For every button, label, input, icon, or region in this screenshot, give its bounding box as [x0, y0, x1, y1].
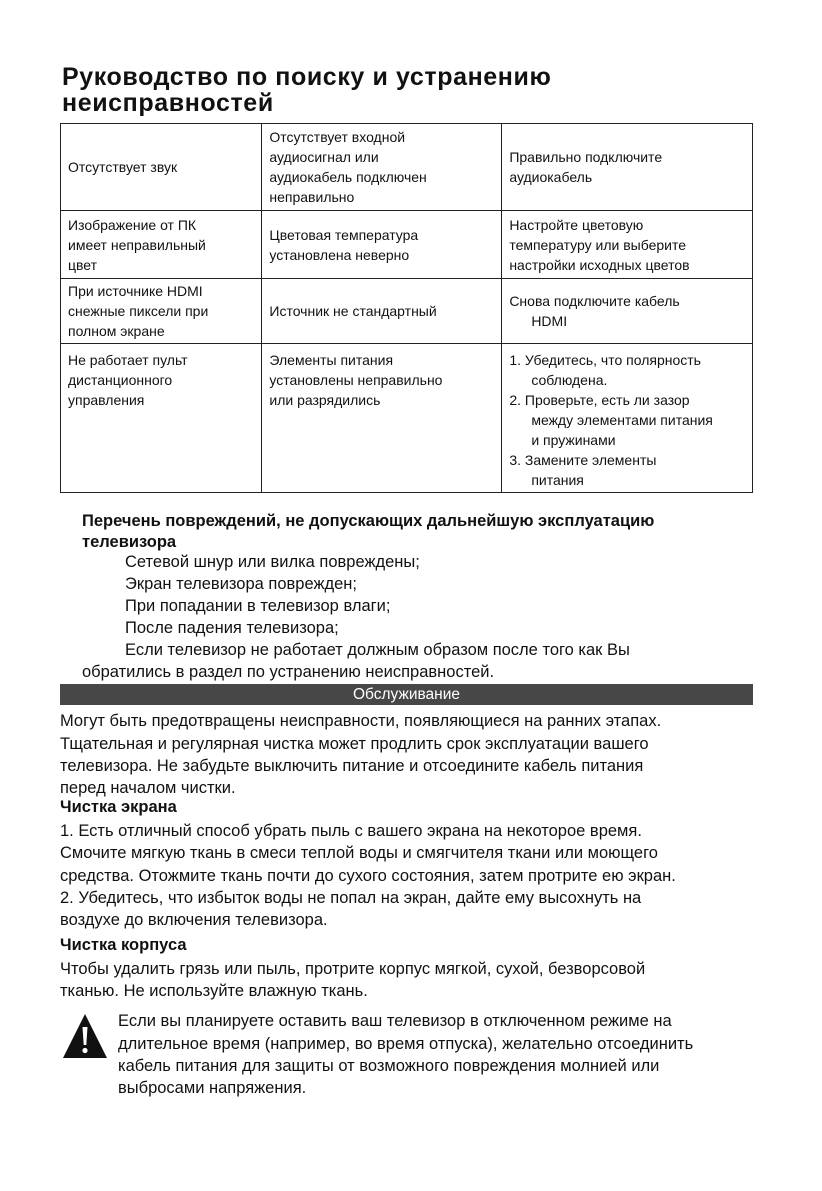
solution-line: 3. Замените элементы [509, 452, 657, 468]
warning-text: выбросами напряжения. [118, 1079, 307, 1097]
solution-line: HDMI [531, 313, 568, 329]
problem-line: Изображение от ПК [68, 216, 197, 233]
problem-line: управления [68, 392, 145, 408]
problem-line: дистанционного [68, 372, 173, 388]
cell-solution [502, 279, 753, 344]
cell-problem [61, 279, 262, 344]
cause-line: установлена неверно [269, 246, 410, 263]
cause-line: аудиокабель подключен [269, 169, 427, 185]
cell-problem [61, 211, 262, 279]
page-title-line-1: Руководство по поиску и устранению [62, 63, 552, 91]
solution-line: питания [531, 472, 584, 488]
cell-solution [502, 211, 753, 279]
table-row [61, 124, 753, 211]
solution-line: Правильно подключите [509, 149, 663, 165]
damage-item: Экран телевизора поврежден; [125, 575, 357, 593]
damage-item: обратились в раздел по устранению неисправностей. [82, 663, 495, 681]
solution-line: настройки исходных цветов [509, 256, 690, 273]
problem-line: При источнике HDMI [68, 283, 203, 299]
solution-line: 1. Убедитесь, что полярность [509, 352, 701, 368]
troubleshooting-table [60, 123, 753, 493]
cell-problem [61, 344, 262, 493]
damage-item: Сетевой шнур или вилка повреждены; [125, 553, 420, 571]
text-line: воздухе до включения телевизора. [60, 911, 328, 929]
cause-line: Отсутствует входной [269, 129, 406, 145]
solution-line: между элементами питания [531, 412, 713, 428]
solution-line: Снова подключите кабель [509, 293, 680, 309]
damage-heading: телевизора [82, 533, 177, 551]
solution-line: аудиокабель [509, 169, 593, 185]
text-line: Тщательная и регулярная чистка может продлить срок эксплуатации вашего [60, 735, 649, 753]
cause-line: Элементы питания [269, 352, 394, 368]
page-title-line-2: неисправностей [62, 89, 274, 117]
problem-line: имеет неправильный [68, 236, 206, 253]
service-banner: Обслуживание [60, 684, 753, 705]
solution-line: Настройте цветовую [509, 216, 644, 233]
case-cleaning-heading: Чистка корпуса [60, 936, 187, 954]
cell-solution [502, 124, 753, 211]
text-line: Чтобы удалить грязь или пыль, протрите корпус мягкой, сухой, безворсовой [60, 960, 646, 978]
cause-line: Цветовая температура [269, 226, 419, 243]
cell-cause [262, 124, 502, 211]
problem-line: Отсутствует звук [68, 159, 178, 175]
cause-line: Источник не стандартный [269, 303, 437, 319]
cause-line: установлены неправильно [269, 372, 443, 388]
cell-cause [262, 279, 502, 344]
solution-line: соблюдена. [531, 372, 608, 388]
solution-line: температуру или выберите [509, 236, 687, 253]
warning-triangle-icon [62, 1012, 108, 1060]
screen-cleaning-heading: Чистка экрана [60, 798, 177, 816]
table-row [61, 279, 753, 344]
text-line: тканью. Не используйте влажную ткань. [60, 982, 368, 1000]
solution-line: и пружинами [531, 432, 616, 448]
text-line: телевизора. Не забудьте выключить питание и отсоедините кабель питания [60, 757, 644, 775]
cell-cause [262, 344, 502, 493]
cell-solution [502, 344, 753, 493]
text-line: перед началом чистки. [60, 779, 236, 797]
text-line: Могут быть предотвращены неисправности, появляющиеся на ранних этапах. [60, 712, 662, 730]
problem-line: цвет [68, 256, 98, 273]
text-line: 1. Есть отличный способ убрать пыль с вашего экрана на некоторое время. [60, 822, 642, 840]
problem-line: полном экране [68, 323, 165, 339]
cell-cause [262, 211, 502, 279]
table-row [61, 211, 753, 279]
table-row [61, 344, 753, 493]
warning-text: Если вы планируете оставить ваш телевизор в отключенном режиме на [118, 1012, 672, 1030]
text-line: средства. Отожмите ткань почти до сухого состояния, затем протрите ею экран. [60, 867, 676, 885]
text-line: 2. Убедитесь, что избыток воды не попал на экран, дайте ему высохнуть на [60, 889, 642, 907]
warning-text: длительное время (например, во время отпуска), желательно отсоединить [118, 1035, 694, 1053]
damage-heading: Перечень повреждений, не допускающих дальнейшую эксплуатацию [82, 512, 655, 530]
problem-line: снежные пиксели при [68, 303, 209, 319]
damage-item: При попадании в телевизор влаги; [125, 597, 391, 615]
warning-text: кабель питания для защиты от возможного повреждения молнией или [118, 1057, 660, 1075]
cause-line: или разрядились [269, 392, 381, 408]
cell-problem [61, 124, 262, 211]
text-line: Смочите мягкую ткань в смеси теплой воды и смягчителя ткани или моющего [60, 844, 658, 862]
problem-line: Не работает пульт [68, 352, 188, 368]
solution-line: 2. Проверьте, есть ли зазор [509, 392, 690, 408]
cause-line: неправильно [269, 189, 355, 205]
damage-item: Если телевизор не работает должным образом после того как Вы [125, 641, 630, 659]
damage-item: После падения телевизора; [125, 619, 339, 637]
cause-line: аудиосигнал или [269, 149, 379, 165]
